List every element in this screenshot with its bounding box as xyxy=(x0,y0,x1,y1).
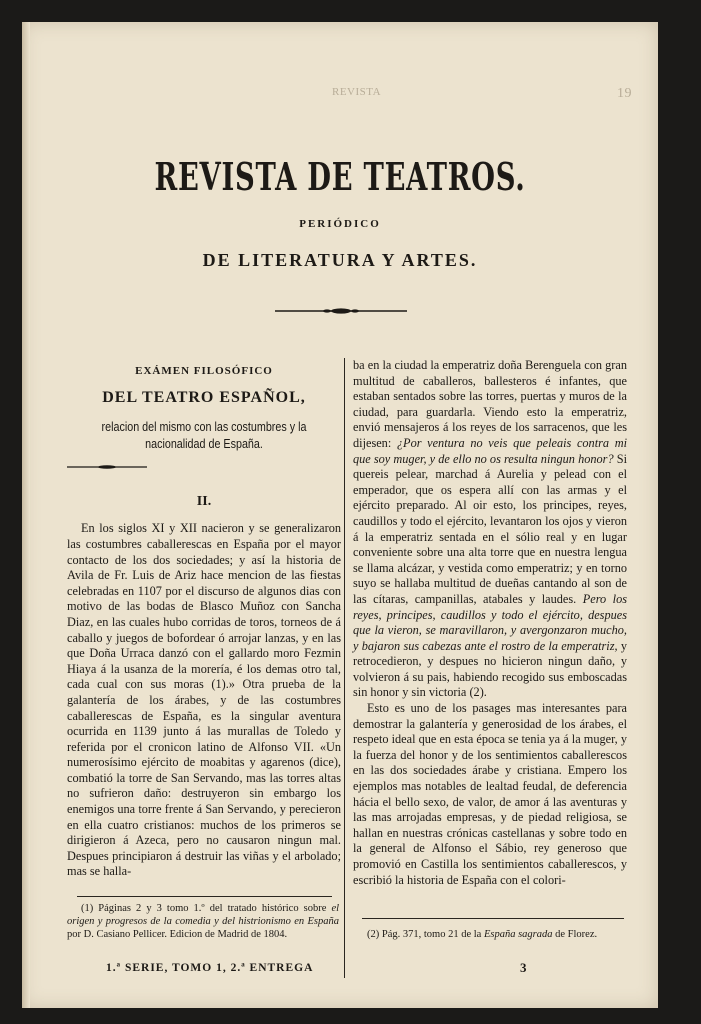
text-run: y retrocedieron, y despues no hicieron ningun daño, y volvieron á su pais, habiendo recogido sus emboscadas sin honor y sin victoria (2). xyxy=(353,638,628,700)
ornamental-rule xyxy=(275,308,407,314)
footnote-rule-right xyxy=(362,918,624,919)
footnote-rule-left xyxy=(77,896,332,897)
page-gutter-shadow xyxy=(22,22,30,1008)
footnote-2 xyxy=(353,928,628,941)
article-pre-title: EXÁMEN FILOSÓFICO xyxy=(135,365,273,377)
footnote-text: por D. Casiano Pellicer. Edicion de Madrid de 1804. xyxy=(67,929,288,940)
running-page-number: 19 xyxy=(617,86,632,101)
footnote-text: de Florez. xyxy=(555,929,598,940)
text-run: Si quereis pelear, marchad á Aurelia y pelead con el emperador, que os espera allí con las armas y el ejército preparado. Al oir esto, los principes, reyes, caudillos y todo el ejército, levantaron los ojos y vieron á la emperatriz sentada en el sólio real y en lugar conveniente sobre una alta torre que en nuestra lengua se llama alcázar, y vestida como emperatriz; y en torno suyo se hallaba multitud de dueñas cantando al son de las cítaras, campanillas, atabales y laudes. xyxy=(353,451,627,606)
right-column xyxy=(353,358,627,888)
document-page xyxy=(22,22,658,1008)
quote-run: Pero los reyes, principes, caudillos y todo el ejército, despues que la vieron, se maravillaron, y avergonzaron mucho, y bajaron sus cabezas ante el rostro de la emperatriz, xyxy=(353,591,628,653)
column-divider xyxy=(344,358,345,978)
masthead-subtitle: DE LITERATURA Y ARTES. xyxy=(202,250,478,270)
quote-run: ¿Por ventura no veis que peleais contra mi que soy muger, y de ello no os resulta ningun honor? xyxy=(353,435,627,466)
page-number: 3 xyxy=(520,960,527,975)
right-paragraph-1 xyxy=(353,358,627,701)
footnote-1 xyxy=(67,902,339,941)
section-ornament xyxy=(67,465,147,469)
footnote-text: (2) Pág. 371, tomo 21 de la xyxy=(367,929,482,940)
masthead-periodico: PERIÓDICO xyxy=(299,218,381,230)
article-description: relacion del mismo con las costumbres y la nacionalidad de España. xyxy=(101,420,307,452)
section-number: II. xyxy=(196,493,212,509)
footnote-italic: España sagrada xyxy=(483,929,553,940)
article-title: DEL TEATRO ESPAÑOL, xyxy=(102,388,306,406)
left-paragraph: En los siglos XI y XII nacieron y se generalizaron las costumbres caballerescas en España por el mayor contacto de los dos sociedades; y así la historia de Avila de Fr. Luis de Ariz hace mencion de las fiestas celebradas en 1107 por el discurso de algunos dias con motivo de las bodas de Blasco Muñoz con Sancha Diaz, en las cuales hubo corridas de toros, torneos de á caballo y juegos de bofordear ó arrojar lanzas, y en las que Doña Urraca danzó con el gallardo moro Fezmin Hiaya á la usanza de la morería, é los demas otro tal, cada cual con sus moras (1).» Otra prueba de la galantería de los árabes, y de las costumbres caballerescas de España, es la singular aventura ocurrida en 1139 junto á las murallas de Toledo y referida por el cronicon latino de Alfonso VII. «Un numerosísimo ejército de moabitas y agarenos (dice), combatió la torre de San Servando, mas las torres altas no sufrieron daño: destruyeron sin embargo los enemigos una torre frente á San Servando, y perecieron en ella cuatro cristianos: muchos de los primeros se dirigieron á Azeca, pero no causaron ningun mal. Despues principiaron á destruir las viñas y el arbolado; mas se halla- xyxy=(67,521,341,879)
left-column xyxy=(67,362,341,880)
footnote-italic: el origen y progresos de la comedia y del histrionismo en España xyxy=(67,903,340,927)
series-footer: 1.ª SERIE, TOMO 1, 2.ª ENTREGA xyxy=(106,962,314,974)
right-paragraph-2: Esto es uno de los pasages mas interesantes para demostrar la galantería y generosidad de los árabes, el respeto ideal que en esta época se tenia ya á la muger, y la fuerza del honor y de los sentimientos caballerescos en las dos sociedades árabe y cristiana. Empero los ejemplos mas notables de lealtad feudal, de deferencia hácia el bello sexo, de valor, de amor á las aventuras y las mas arrojadas empresas, y de piedad religiosa, se hallan en nuestras crónicas castellanas y sobre todo en la general de Alfonso el Sábio, rey generoso que promovió en Castilla los sentimientos caballerescos, y escribió la historia de España con el colori- xyxy=(353,701,627,887)
footnote-text: (1) Páginas 2 y 3 tomo 1.º del tratado histórico sobre xyxy=(81,903,327,914)
running-head: REVISTA xyxy=(332,86,382,98)
text-run: ba en la ciudad la emperatriz doña Berenguela con gran multitud de caballeros, ballesteros é infantes, que estaban sentados sobre las torres, puertas y muros de la ciudad, para guardarla. Viendo esto la emperatriz, envió mensajeros á los reyes de los sarracenos, que les dijesen: xyxy=(353,358,627,450)
masthead-title: REVISTA DE TEATROS. xyxy=(154,154,526,199)
